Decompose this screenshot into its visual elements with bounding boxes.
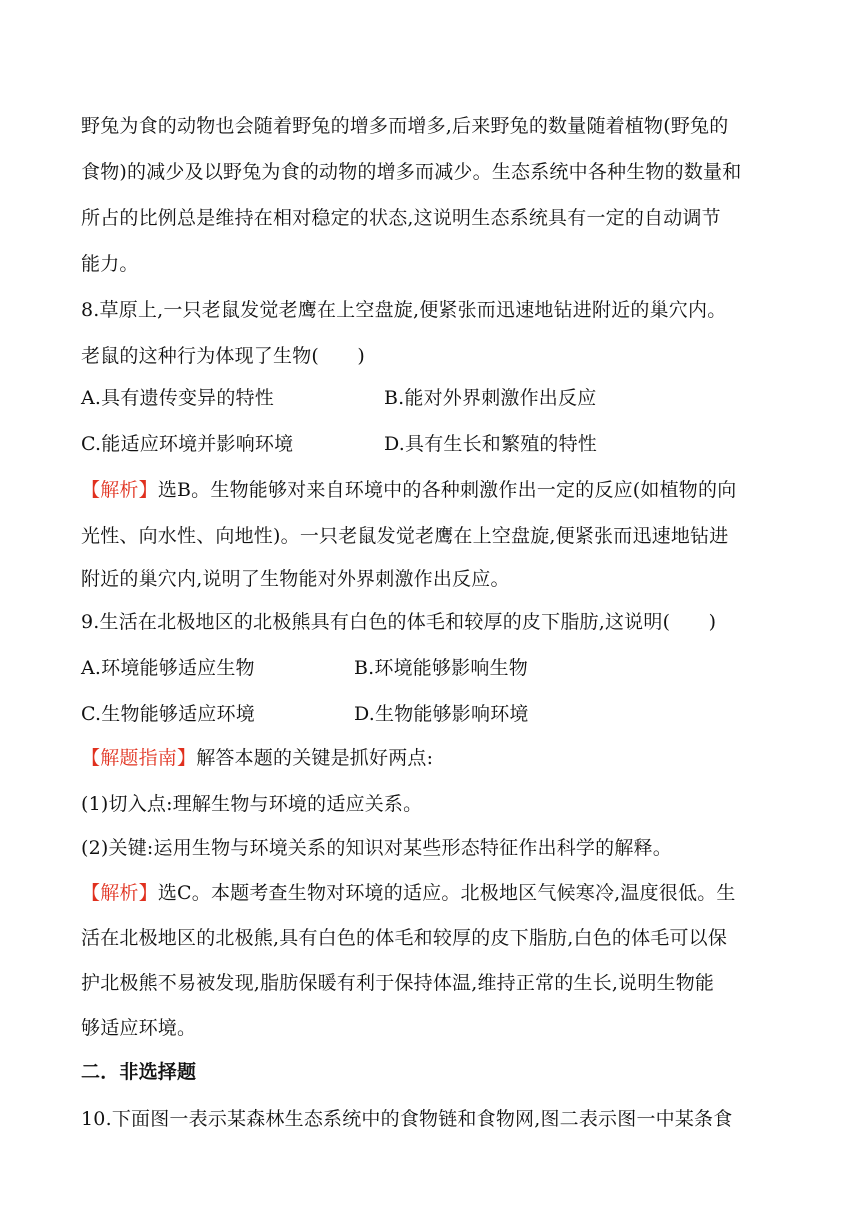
guide-tag: 【解题指南】 [81, 747, 197, 769]
analysis-line: 附近的巢穴内,说明了生物能对外界刺激作出反应。 [81, 568, 510, 590]
option-d: D.具有生长和繁殖的特性 [384, 433, 597, 455]
analysis-text: 选B。生物能够对来自环境中的各种刺激作出一定的反应(如植物的向 [157, 479, 737, 501]
option-c: C.能适应环境并影响环境 [81, 433, 294, 455]
paragraph-line: 野兔为食的动物也会随着野兔的增多而增多,后来野兔的数量随着植物(野兔的 [81, 115, 729, 137]
option-c: C.生物能够适应环境 [81, 703, 255, 725]
question-10-stem: 10.下面图一表示某森林生态系统中的食物链和食物网,图二表示图一中某条食 [81, 1108, 733, 1130]
paragraph-line: 所占的比例总是维持在相对稳定的状态,这说明生态系统具有一定的自动调节 [81, 207, 721, 229]
question-9-analysis [81, 880, 736, 906]
option-a: A.具有遗传变异的特性 [81, 387, 274, 409]
question-8-analysis [81, 477, 736, 503]
question-9-guide [81, 745, 433, 771]
paragraph-line: 能力。 [81, 253, 139, 275]
question-9-options-row1 [81, 655, 529, 681]
option-d: D.生物能够影响环境 [354, 703, 529, 725]
option-b: B.能对外界刺激作出反应 [384, 387, 597, 409]
section-heading: 二．非选择题 [81, 1061, 197, 1083]
question-8-stem: 8.草原上,一只老鼠发觉老鹰在上空盘旋,便紧张而迅速地钻进附近的巢穴内。 [81, 299, 727, 321]
analysis-tag: 【解析】 [81, 882, 158, 904]
analysis-text: 选C。本题考查生物对环境的适应。北极地区气候寒冷,温度很低。生 [157, 882, 736, 904]
guide-text: 解答本题的关键是抓好两点: [196, 747, 434, 769]
question-8-options-row2 [81, 431, 597, 457]
question-8-stem-cont: 老鼠的这种行为体现了生物( ) [81, 345, 366, 367]
analysis-tag: 【解析】 [81, 479, 158, 501]
option-a: A.环境能够适应生物 [81, 657, 255, 679]
guide-line: (1)切入点:理解生物与环境的适应关系。 [81, 793, 423, 815]
question-8-options-row1 [81, 385, 597, 411]
question-9-stem: 9.生活在北极地区的北极熊具有白色的体毛和较厚的皮下脂肪,这说明( ) [81, 611, 717, 633]
analysis-line: 活在北极地区的北极熊,具有白色的体毛和较厚的皮下脂肪,白色的体毛可以保 [81, 927, 728, 949]
analysis-line: 够适应环境。 [81, 1017, 197, 1039]
option-b: B.环境能够影响生物 [354, 657, 529, 679]
analysis-line: 护北极熊不易被发现,脂肪保暖有利于保持体温,维持正常的生长,说明生物能 [81, 972, 715, 994]
analysis-line: 光性、向水性、向地性)。一只老鼠发觉老鹰在上空盘旋,便紧张而迅速地钻进 [81, 525, 729, 547]
question-9-options-row2 [81, 701, 529, 727]
guide-line: (2)关键:运用生物与环境关系的知识对某些形态特征作出科学的解释。 [81, 837, 672, 859]
paragraph-line: 食物)的减少及以野兔为食的动物的增多而减少。生态系统中各种生物的数量和 [81, 161, 742, 183]
